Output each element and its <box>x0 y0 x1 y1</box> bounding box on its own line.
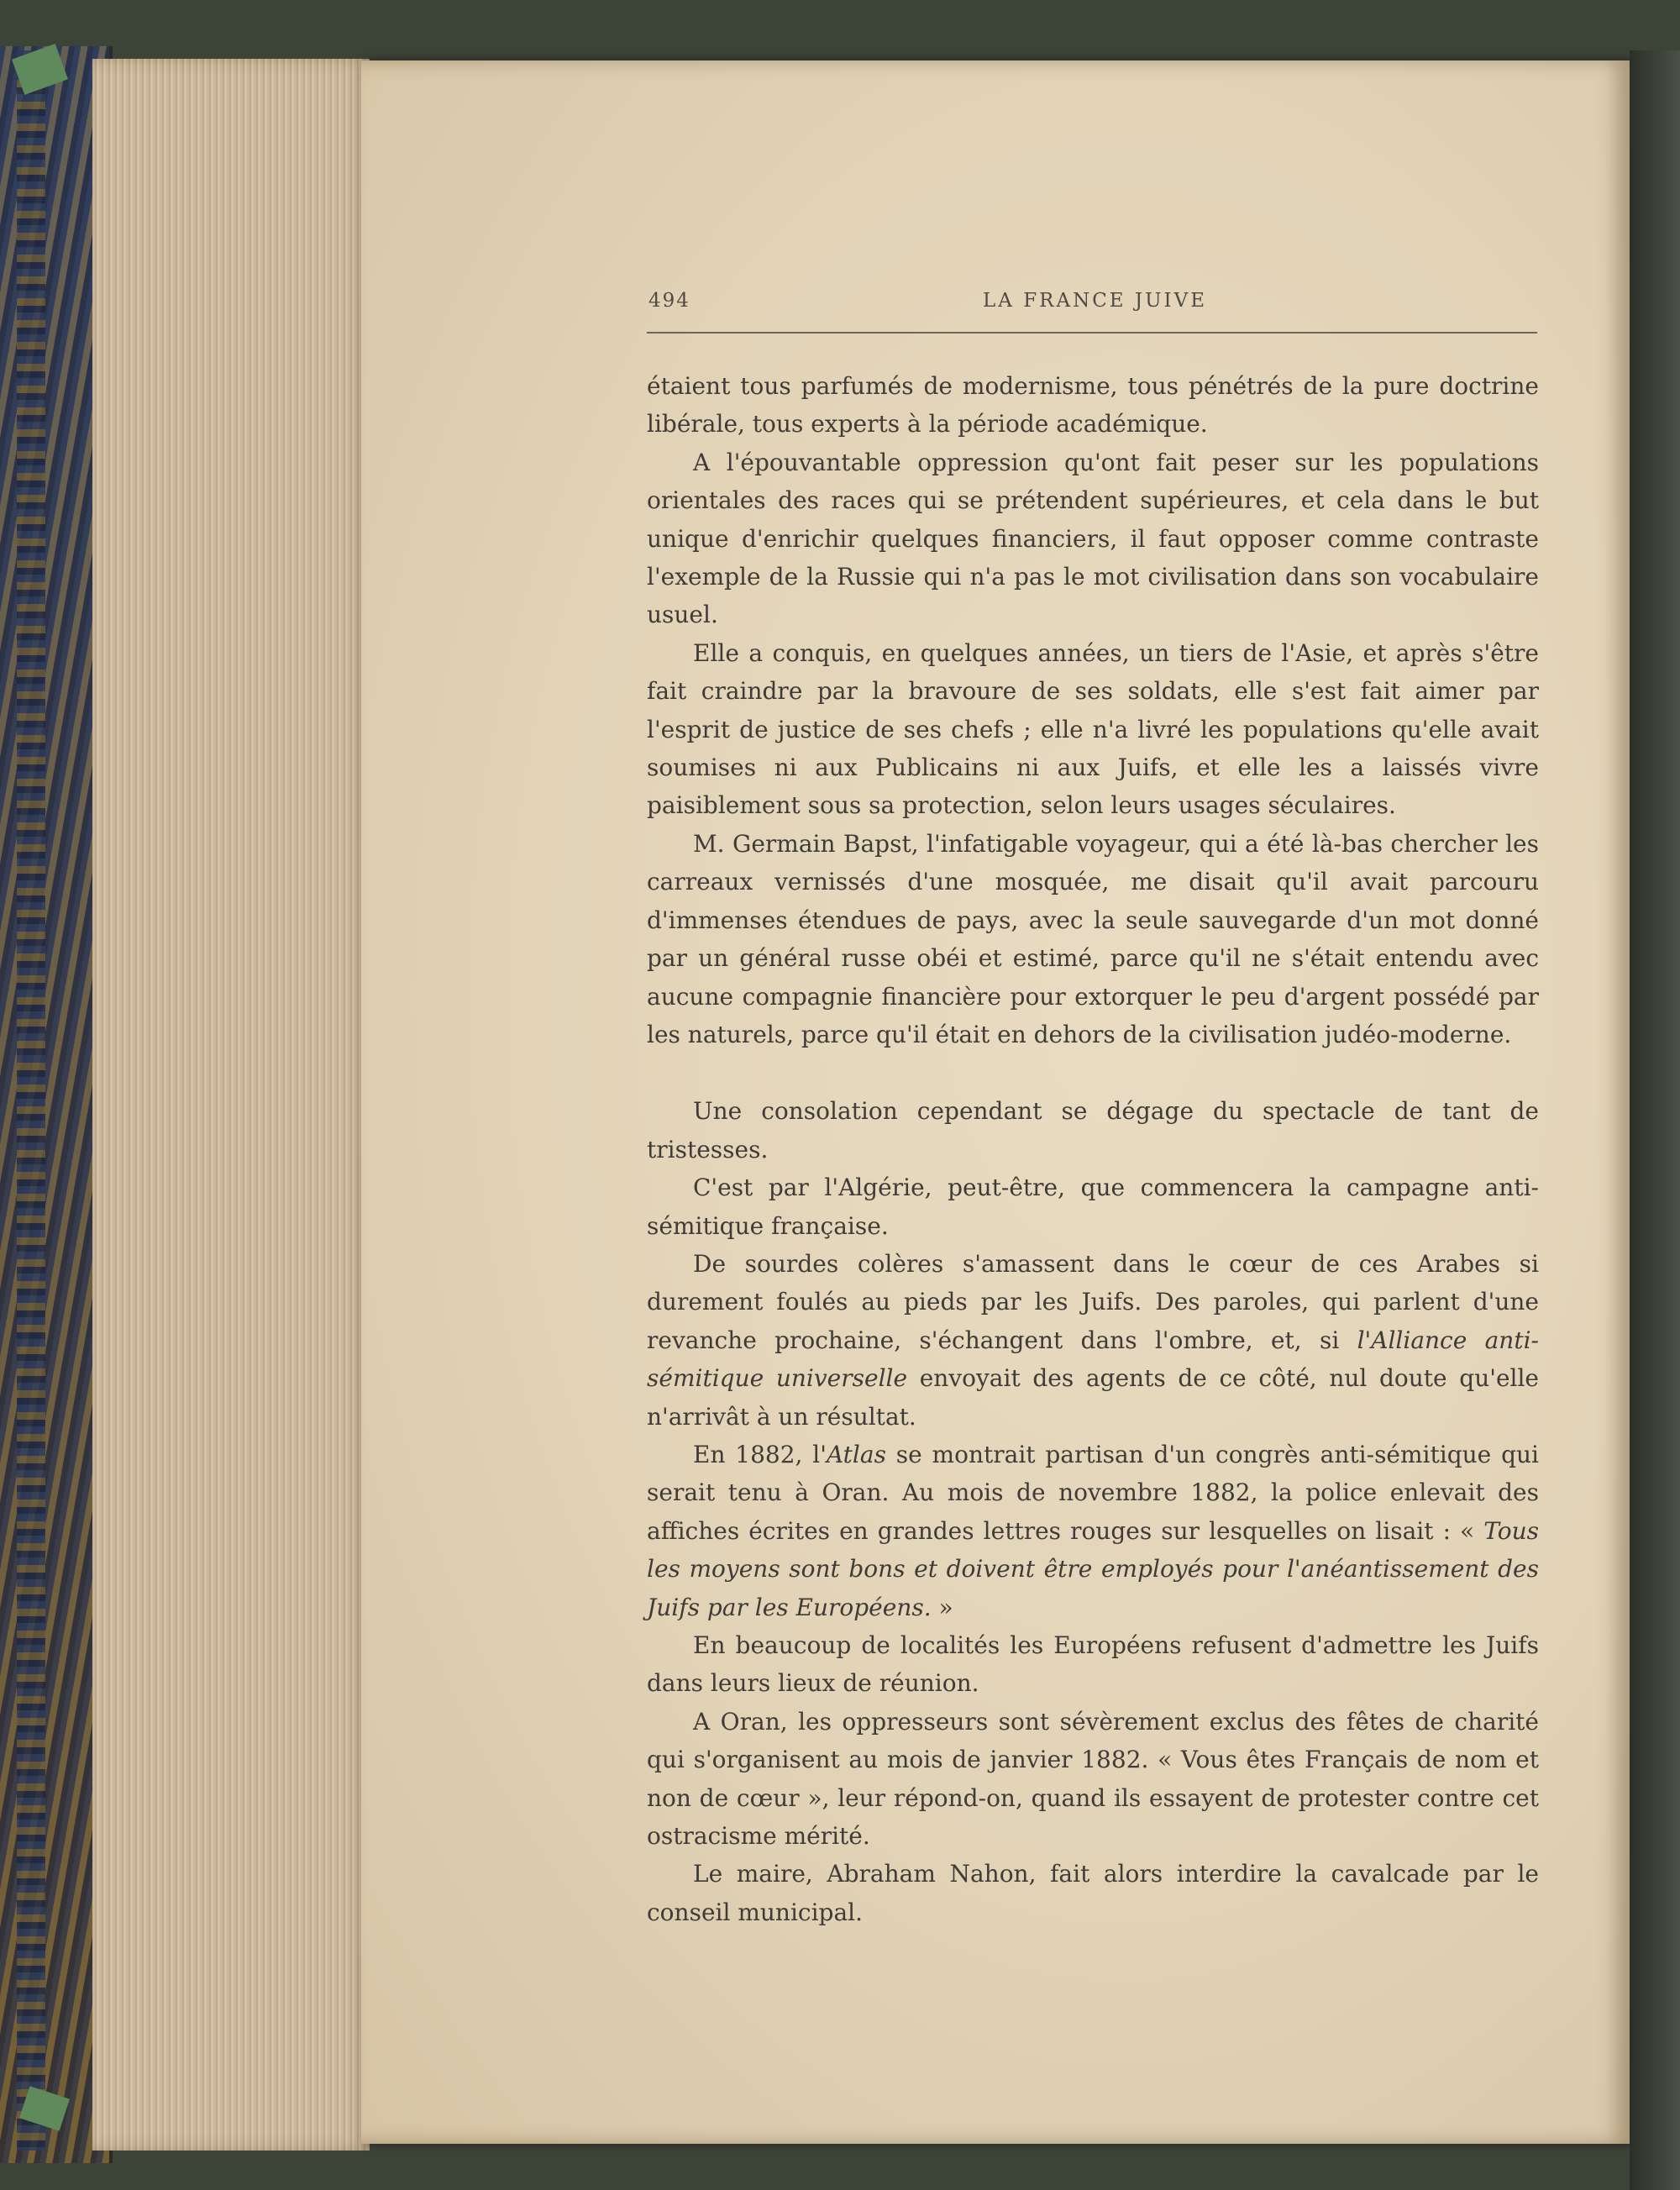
marbled-spine-edge <box>17 50 45 2151</box>
paragraph-10: A Oran, les oppresseurs sont sévèrement exclus des fêtes de charité qui s'organisent au mois de janvier 1882. « Vous êtes Français de nom et non de cœur », leur répond-on, quand ils essayent de protester contre cet ostracisme mérité. <box>647 1707 1539 1851</box>
paragraph-8-italic-2: Tous les moyens sont bons et doivent être employés pour l'anéantissement des Juifs par les Européens. <box>647 1516 1539 1621</box>
page-header <box>647 290 1537 333</box>
paragraph-7-italic: l'Alliance anti-sémitique universelle <box>647 1326 1539 1393</box>
running-title: LA FRANCE JUIVE <box>983 290 1207 312</box>
paragraph-2: A l'épouvantable oppression qu'ont fait peser sur les populations orientales des races qui se prétendent supérieures, et cela dans le but unique d'enrichir quelques financiers, il faut opposer comme contraste l'exemple de la Russie qui n'a pas le mot civilisation dans son vocabulaire usuel. <box>647 448 1539 629</box>
page-number: 494 <box>648 290 690 312</box>
paragraph-3: Elle a conquis, en quelques années, un tiers de l'Asie, et après s'être fait craindre par la bravoure de ses soldats, elle s'est fait aimer par l'esprit de justice de ses chefs ; elle n'a livré les populations qu'elle avait soumises ni aux Publicains ni aux Juifs, et elle les a laissés vivre paisiblement sous sa protection, selon leurs usages séculaires. <box>647 638 1539 820</box>
paragraph-7 <box>647 1245 1539 1436</box>
page-stack-edge <box>92 59 370 2151</box>
paragraph-8-part-2: se montrait partisan d'un congrès anti-sémitique qui serait tenu à Oran. Au mois de novembre 1882, la police enlevait des affiches écrites en grandes lettres rouges sur lesquelles on lisait : « <box>647 1440 1539 1545</box>
background-right-edge <box>1630 50 1680 2190</box>
paragraph-8-part-3: » <box>931 1593 953 1621</box>
paragraph-7-part-1: De sourdes colères s'amassent dans le cœur de ces Arabes si durement foulés au pieds par les Juifs. Des paroles, qui parlent d'une revanche prochaine, s'échangent dans l'ombre, et, si <box>647 1249 1539 1354</box>
paragraph-8-part-1: En 1882, l' <box>693 1440 827 1468</box>
paragraph-11: Le maire, Abraham Nahon, fait alors interdire la cavalcade par le conseil municipal. <box>647 1860 1539 1926</box>
paragraph-5: Une consolation cependant se dégage du spectacle de tant de tristesses. <box>647 1097 1539 1163</box>
body-text <box>647 367 1539 1931</box>
paragraph-6: C'est par l'Algérie, peut-être, que commencera la campagne anti-sémitique française. <box>647 1174 1539 1240</box>
paragraph-8 <box>647 1436 1539 1626</box>
paragraph-8-italic-1: Atlas <box>826 1440 886 1468</box>
paragraph-9: En beaucoup de localités les Européens refusent d'admettre les Juifs dans leurs lieux de réunion. <box>647 1631 1539 1698</box>
paragraph-1: étaient tous parfumés de modernisme, tous pénétrés de la pure doctrine libérale, tous experts à la période académique. <box>647 372 1539 439</box>
paragraph-7-part-2: envoyait des agents de ce côté, nul doute qu'elle n'arrivât à un résultat. <box>647 1364 1539 1431</box>
paragraph-4: M. Germain Bapst, l'infatigable voyageur, qui a été là-bas chercher les carreaux vernissés d'une mosquée, me disait qu'il avait parcouru d'immenses étendues de pays, avec la seule sauvegarde d'un mot donné par un général russe obéi et estimé, parce qu'il ne s'était entendu avec aucune compagnie financière pour extorquer le peu d'argent possédé par les naturels, parce qu'il était en dehors de la civilisation judéo-moderne. <box>647 829 1539 1048</box>
